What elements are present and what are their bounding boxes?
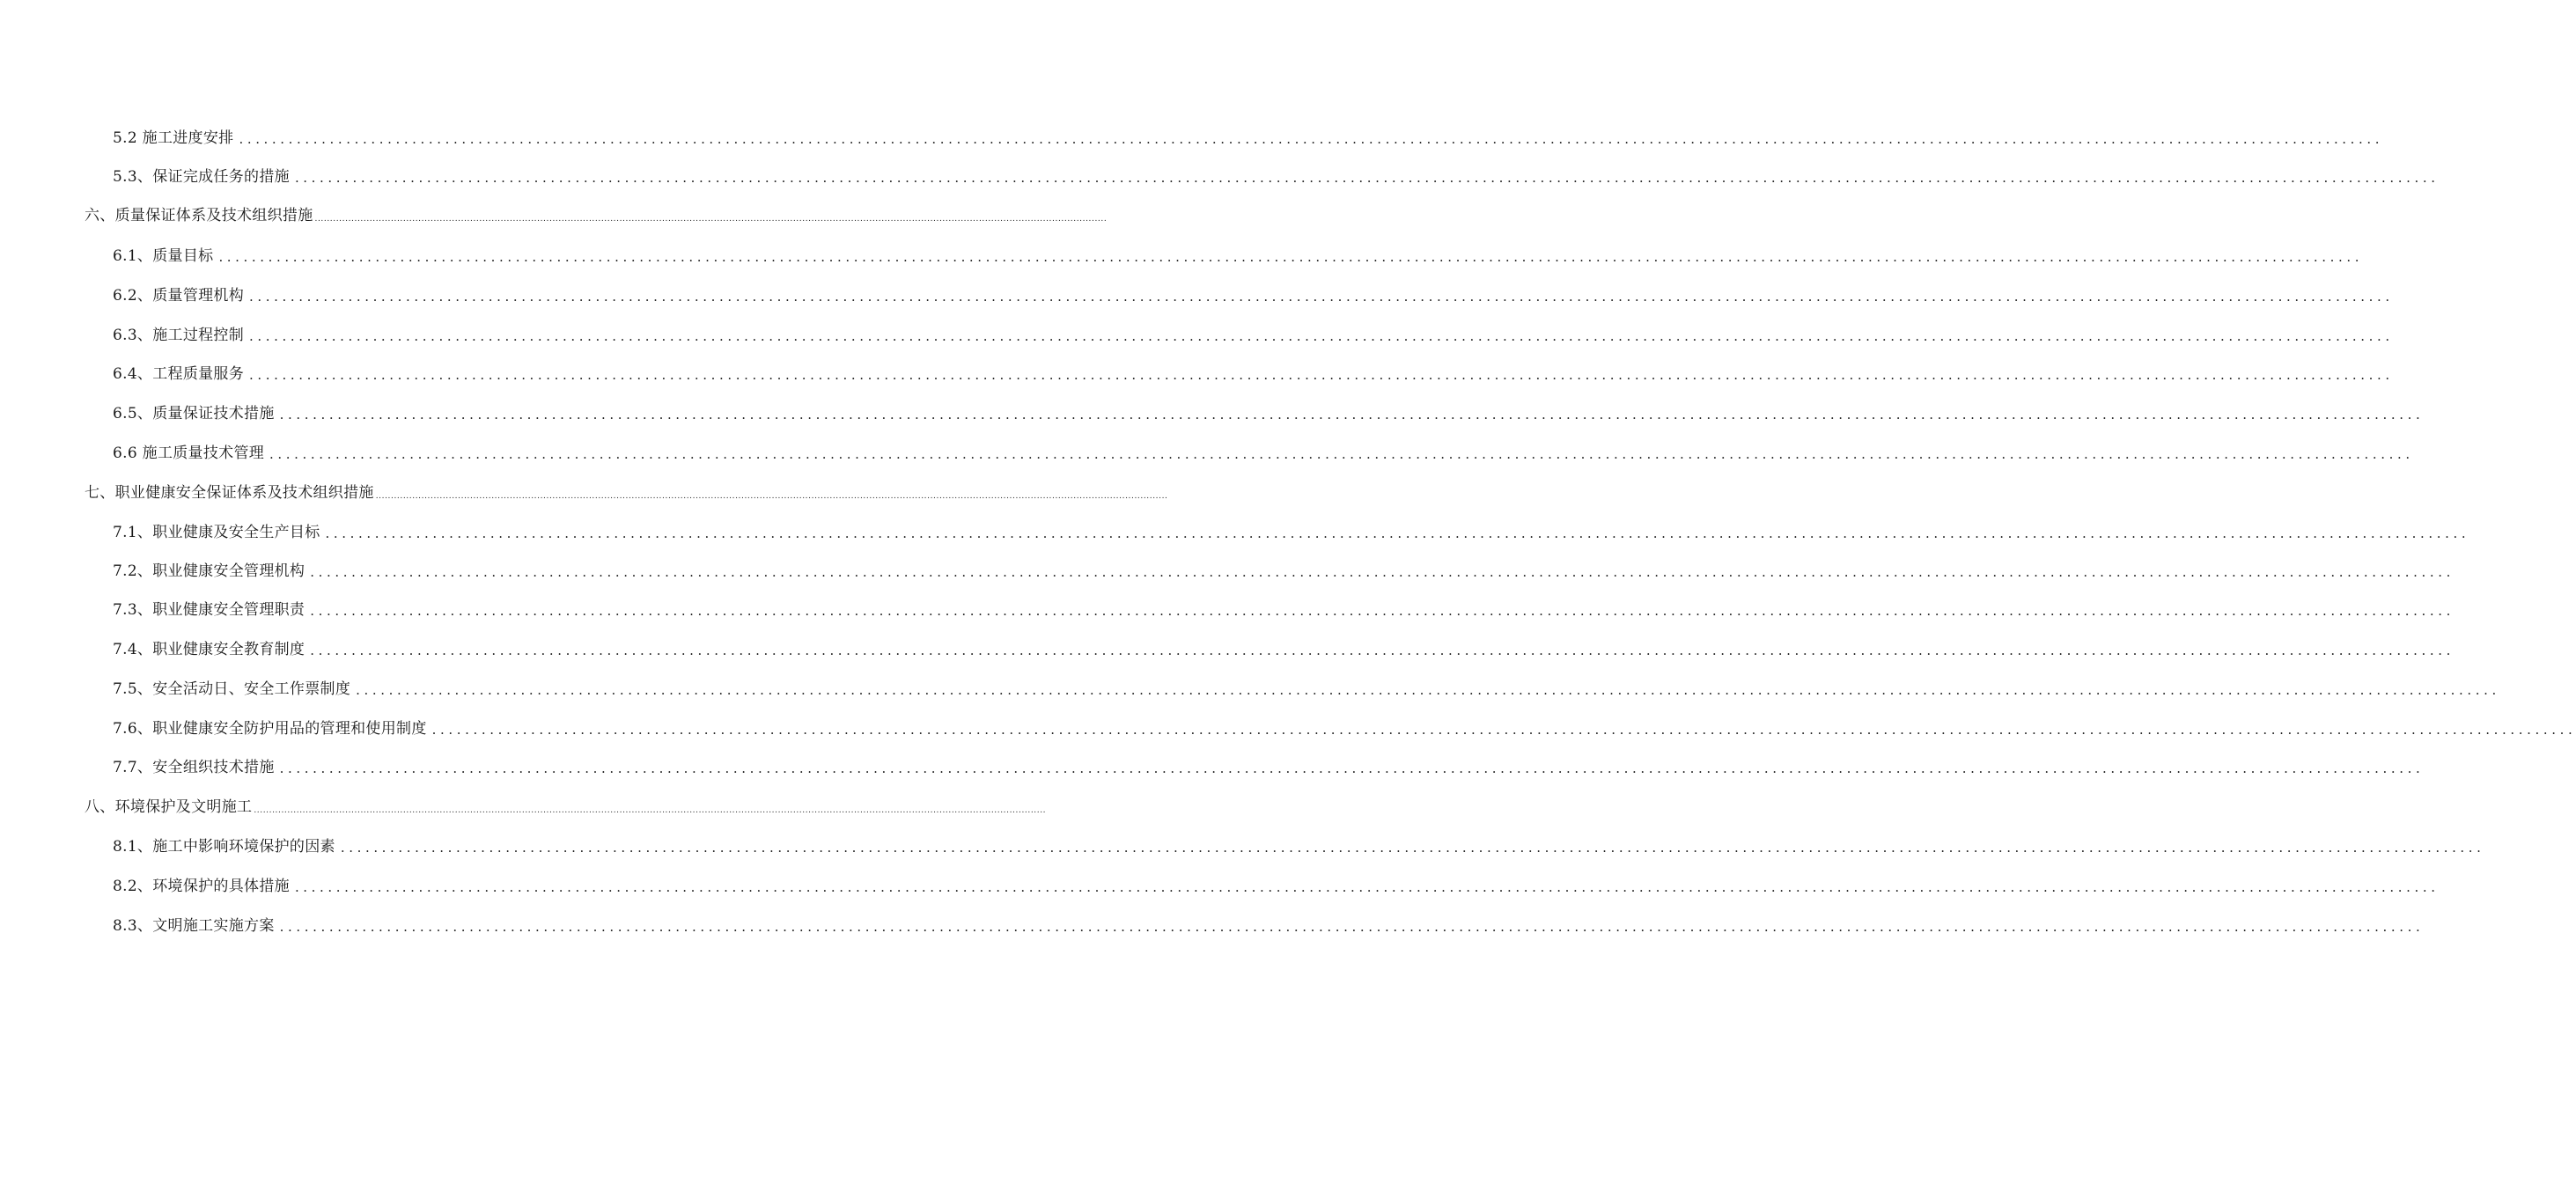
toc-entry-title: 6.5、质量保证技术措施: [113, 405, 275, 422]
toc-entry[interactable]: [113, 714, 2576, 738]
toc-entry-title: 8.2、环境保护的具体措施: [113, 878, 290, 895]
dot-leader: ....................................................................................................................................................................................................................................................................: [356, 682, 2500, 698]
dot-leader: ....................................................................................................................................................................................................................................................................: [239, 131, 2384, 147]
dot-leader: ....................................................................................................................................................................................................................................................................: [279, 919, 2425, 935]
toc-chapter[interactable]: [85, 478, 1168, 503]
dot-leader: ....................................................................................................................................................................................................................................................................: [310, 643, 2455, 658]
toc-entry-title: 6.4、工程质量服务: [113, 365, 245, 383]
toc-entry-title: 8.1、施工中影响环境保护的因素: [113, 838, 335, 856]
dot-leader: ....................................................................................................................................................................................................................................................................: [279, 760, 2425, 776]
toc-chapter[interactable]: [85, 792, 1047, 817]
dot-leader: ....................................................................................................................................................................................................................................................................: [325, 525, 2470, 541]
toc-entry-title: 7.3、职业健康安全管理职责: [113, 601, 305, 619]
toc-entry-title: 7.1、职业健康及安全生产目标: [113, 524, 320, 541]
toc-entry-title: 7.5、安全活动日、安全工作票制度: [113, 680, 351, 698]
dot-leader: ....................................................................................................................................................................................................................................................................: [249, 367, 2394, 383]
toc-entry[interactable]: [113, 832, 2485, 856]
toc-chapter-title: 八、环境保护及文明施工: [85, 798, 253, 816]
toc-entry-title: 6.1、质量目标: [113, 247, 214, 265]
toc-entry[interactable]: [113, 518, 2470, 542]
toc-entry[interactable]: [113, 635, 2455, 659]
toc-entry[interactable]: [113, 399, 2425, 423]
toc-entry-title: 8.3、文明施工实施方案: [113, 917, 275, 935]
dot-leader: ....................................................................................................................................................................................................................................................................: [249, 289, 2394, 305]
toc-entry-title: 7.4、职业健康安全教育制度: [113, 641, 305, 658]
dot-leader: ....................................................................................................................................................................................................................................................................: [340, 840, 2485, 856]
dot-leader: ....................................................................................................................................................................................................................................................................: [269, 446, 2414, 462]
toc-entry-title: 7.6、职业健康安全防护用品的管理和使用制度: [113, 720, 427, 738]
toc-entry[interactable]: [113, 674, 2500, 699]
toc-entry-title: 6.3、施工过程控制: [113, 327, 245, 344]
toc-chapter-title: 七、职业健康安全保证体系及技术组织措施: [85, 484, 374, 502]
toc-entry-title: 7.2、职业健康安全管理机构: [113, 562, 305, 580]
dot-leader: ....................................................................................................................................................................................................................................................................: [310, 603, 2455, 619]
dot-leader: ....................................................................................................................................................................................................................................................................: [375, 492, 1168, 501]
dot-leader: ....................................................................................................................................................................................................................................................................: [314, 215, 1108, 224]
dot-leader: ....................................................................................................................................................................................................................................................................: [279, 407, 2425, 422]
toc-entry[interactable]: [113, 320, 2394, 345]
toc-entry[interactable]: [113, 438, 2414, 463]
dot-leader: ....................................................................................................................................................................................................................................................................: [218, 249, 2364, 265]
toc-chapter[interactable]: [85, 201, 1108, 225]
dot-leader: ....................................................................................................................................................................................................................................................................: [431, 722, 2576, 738]
toc-entry[interactable]: [113, 123, 2384, 148]
dot-leader: ....................................................................................................................................................................................................................................................................: [294, 170, 2440, 186]
toc-entry[interactable]: [113, 162, 2440, 187]
toc-entry[interactable]: [113, 595, 2455, 620]
toc-entry[interactable]: [113, 556, 2455, 581]
toc-entry-title: 5.3、保证完成任务的措施: [113, 168, 290, 186]
toc-entry-title: 6.2、质量管理机构: [113, 287, 245, 305]
toc-entry[interactable]: [113, 241, 2364, 266]
toc-chapter-title: 六、质量保证体系及技术组织措施: [85, 207, 313, 224]
toc-entry[interactable]: [113, 281, 2394, 305]
toc-entry-title: 7.7、安全组织技术措施: [113, 759, 275, 776]
toc-entry[interactable]: [113, 871, 2440, 896]
dot-leader: ....................................................................................................................................................................................................................................................................: [310, 564, 2455, 580]
toc-entry-title: 6.6 施工质量技术管理: [113, 445, 265, 462]
toc-entry[interactable]: [113, 753, 2425, 777]
toc-entry[interactable]: [113, 359, 2394, 384]
dot-leader: ....................................................................................................................................................................................................................................................................: [254, 806, 1047, 815]
toc-entry[interactable]: [113, 911, 2425, 936]
dot-leader: ....................................................................................................................................................................................................................................................................: [249, 328, 2394, 344]
dot-leader: ....................................................................................................................................................................................................................................................................: [294, 879, 2440, 895]
toc-entry-title: 5.2 施工进度安排: [113, 129, 234, 147]
